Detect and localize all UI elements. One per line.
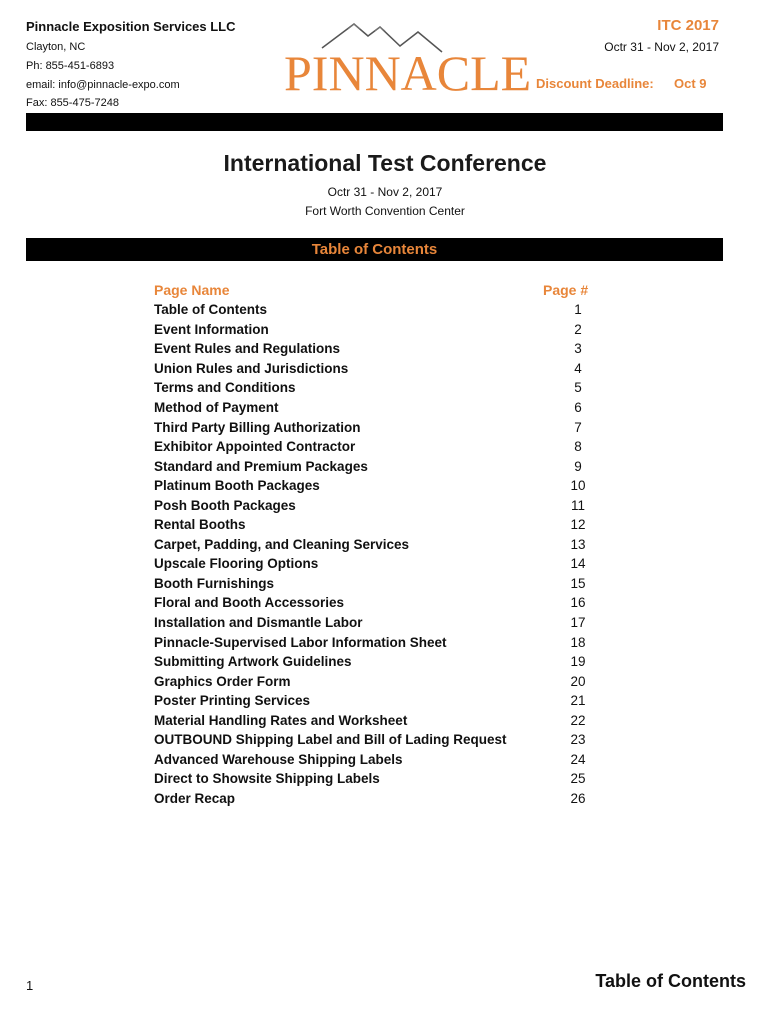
footer-page-number: 1: [26, 978, 34, 993]
company-city: Clayton, NC: [26, 41, 86, 53]
company-phone: Ph: 855-451-6893: [26, 60, 115, 72]
logo-text: PINNACLE: [284, 45, 532, 101]
toc-row-page: 9: [574, 458, 582, 474]
toc-row-name: Exhibitor Appointed Contractor: [154, 439, 356, 455]
toc-row-name: Terms and Conditions: [154, 380, 296, 396]
toc-row-name: Advanced Warehouse Shipping Labels: [154, 751, 403, 767]
company-fax: Fax: 855-475-7248: [26, 97, 119, 109]
event-venue: Fort Worth Convention Center: [305, 204, 465, 218]
toc-row-name: Carpet, Padding, and Cleaning Services: [154, 536, 410, 552]
company-email: email: info@pinnacle-expo.com: [26, 79, 180, 91]
toc-list: [154, 300, 584, 808]
toc-row-name: Direct to Showsite Shipping Labels: [154, 771, 380, 787]
toc-row-page: 6: [574, 400, 582, 415]
toc-row: [154, 359, 584, 379]
toc-row-page: 17: [570, 615, 586, 631]
toc-row: [154, 554, 584, 574]
toc-row: [154, 476, 584, 496]
toc-row-page: 10: [570, 478, 586, 494]
toc-row: [154, 769, 584, 789]
toc-row-page: 22: [570, 712, 586, 728]
header-divider-bar: [26, 113, 723, 131]
toc-row-name: Upscale Flooring Options: [154, 556, 319, 572]
toc-row-name: Floral and Booth Accessories: [154, 595, 345, 611]
toc-row-name: Order Recap: [154, 790, 236, 806]
toc-row: [154, 378, 584, 398]
toc-row-page: 19: [570, 654, 586, 670]
toc-row: [154, 750, 584, 770]
toc-row-name: Event Rules and Regulations: [154, 341, 341, 357]
toc-row-page: 18: [570, 634, 586, 650]
toc-row-name: Material Handling Rates and Worksheet: [154, 712, 408, 728]
toc-row: [154, 574, 584, 594]
col-header-page-name: Page Name: [154, 282, 230, 298]
toc-row: [154, 495, 584, 515]
toc-row: [154, 691, 584, 711]
discount-deadline-value: Oct 9: [674, 76, 707, 91]
footer-section-title: Table of Contents: [595, 971, 746, 991]
toc-heading: Table of Contents: [311, 241, 438, 258]
toc-row-page: 4: [574, 360, 582, 376]
toc-row-page: 13: [570, 536, 586, 552]
toc-row-page: 25: [570, 771, 586, 787]
toc-row-name: Platinum Booth Packages: [154, 478, 320, 494]
toc-row: [154, 535, 584, 555]
toc-row-name: OUTBOUND Shipping Label and Bill of Lading Request: [154, 732, 507, 748]
toc-row-page: 20: [570, 673, 586, 689]
toc-row-name: Standard and Premium Packages: [154, 458, 368, 474]
toc-row-page: 23: [570, 732, 586, 748]
toc-row: [154, 320, 584, 340]
toc-row-name: Graphics Order Form: [154, 673, 291, 689]
toc-row: [154, 515, 584, 535]
toc-row-name: Installation and Dismantle Labor: [154, 615, 363, 631]
mountain-logo-icon: [282, 18, 532, 101]
toc-row-name: Table of Contents: [154, 302, 267, 318]
toc-row-name: Union Rules and Jurisdictions: [154, 360, 349, 376]
toc-row: [154, 300, 584, 320]
event-dates: Octr 31 - Nov 2, 2017: [327, 185, 443, 199]
toc-row: [154, 417, 584, 437]
toc-row-page: 11: [570, 497, 585, 513]
page-title: International Test Conference: [223, 150, 547, 176]
toc-row-page: 7: [574, 419, 582, 435]
toc-row-page: 16: [570, 595, 586, 611]
toc-row-name: Rental Booths: [154, 517, 246, 533]
toc-row-page: 14: [570, 556, 586, 572]
toc-row: [154, 339, 584, 359]
toc-row-page: 5: [574, 380, 582, 396]
toc-row: [154, 593, 584, 613]
toc-row-page: 8: [574, 439, 582, 455]
toc-row: [154, 652, 584, 672]
toc-row: [154, 613, 584, 633]
toc-row-page: 24: [570, 751, 586, 767]
toc-row: [154, 789, 584, 809]
toc-row-name: Posh Booth Packages: [154, 497, 296, 513]
toc-row: [154, 671, 584, 691]
company-name: Pinnacle Exposition Services LLC: [26, 19, 236, 34]
toc-heading-bar: [26, 238, 723, 261]
toc-row-name: Method of Payment: [154, 400, 279, 415]
event-code: ITC 2017: [657, 17, 719, 34]
event-dates-header: Octr 31 - Nov 2, 2017: [604, 40, 719, 54]
toc-row-name: Poster Printing Services: [154, 693, 311, 709]
toc-row: [154, 710, 584, 730]
toc-row-name: Pinnacle-Supervised Labor Information Sheet: [154, 634, 447, 650]
toc-row-page: 1: [574, 302, 582, 318]
toc-row-name: Third Party Billing Authorization: [154, 419, 361, 435]
toc-row-page: 2: [574, 321, 582, 337]
discount-deadline-label: Discount Deadline:: [536, 76, 654, 91]
toc-row-page: 21: [570, 693, 586, 709]
toc-row: [154, 456, 584, 476]
toc-row-page: 3: [574, 341, 582, 357]
toc-row: [154, 730, 584, 750]
toc-row: [154, 398, 584, 418]
toc-row-name: Event Information: [154, 321, 269, 337]
toc-row-page: 12: [570, 517, 586, 533]
toc-row-page: 26: [570, 790, 586, 806]
toc-row-page: 15: [570, 575, 586, 591]
toc-row-name: Submitting Artwork Guidelines: [154, 654, 352, 670]
toc-row: [154, 632, 584, 652]
col-header-page-number: Page #: [543, 282, 589, 298]
toc-row-name: Booth Furnishings: [154, 575, 274, 591]
toc-row: [154, 437, 584, 457]
